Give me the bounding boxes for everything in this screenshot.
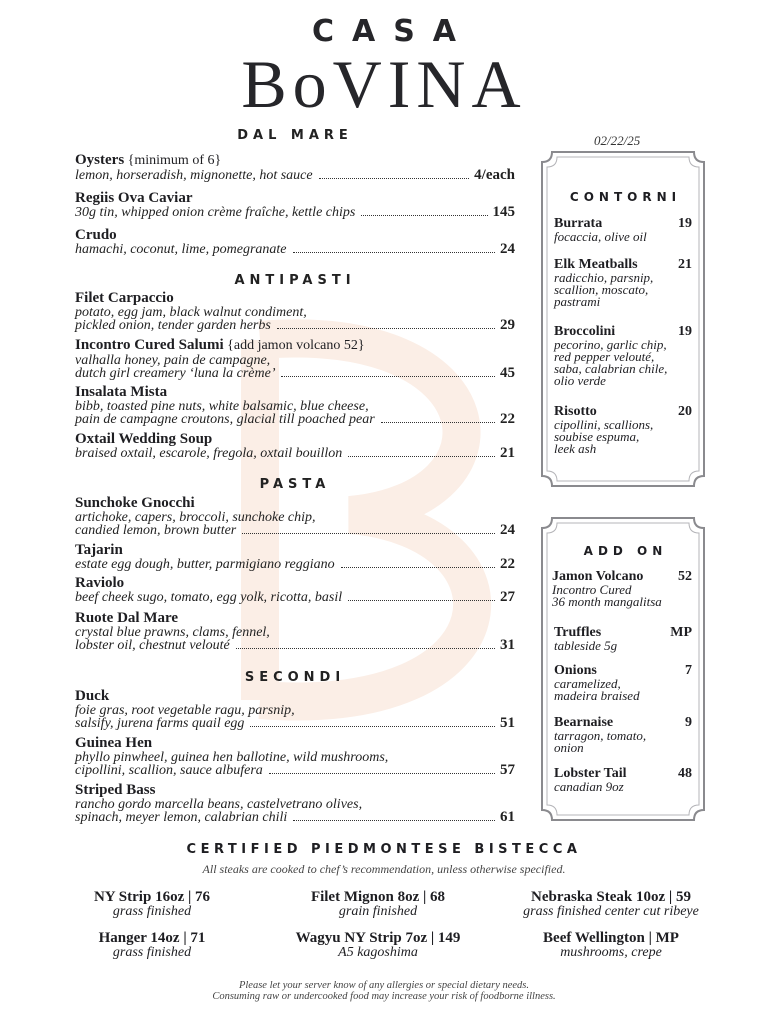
addon-name: Lobster Tail [554,766,627,781]
contorni-title: CONTORNI [569,190,682,204]
item-desc: pain de campagne croutons, glacial till poached pear [75,412,375,427]
side-name: Risotto [554,404,597,419]
addon-item [554,766,692,793]
menu-item [75,290,515,333]
side-desc: focaccia, olive oil [554,229,647,244]
item-price: 29 [500,317,515,333]
addon-desc: Incontro Cured [552,582,632,597]
steak-desc: grass finished [112,904,192,919]
item-note: {add jamon volcano 52} [223,338,365,353]
item-price: 57 [500,762,515,778]
steak-name: NY Strip 16oz | 76 [93,889,211,905]
steak-name: Wagyu NY Strip 7oz | 149 [295,930,461,946]
menu-item [75,190,515,220]
side-price: 19 [678,324,692,339]
item-name: Insalata Mista [75,384,168,400]
steak-item [37,930,267,960]
side-desc: olio verde [554,373,606,388]
side-price: 20 [678,404,692,419]
steak-name: Nebraska Steak 10oz | 59 [531,889,691,905]
item-desc: lemon, horseradish, mignonette, hot sauce [75,168,313,183]
item-desc: phyllo pinwheel, guinea hen ballotine, wild mushrooms, [75,750,389,765]
item-desc: beef cheek sugo, tomato, egg yolk, ricotta, basil [75,590,343,605]
steak-item [263,930,493,960]
item-price: 145 [492,204,515,220]
item-price: 27 [500,589,515,605]
item-desc: crystal blue prawns, clams, fennel, [75,625,270,640]
addon-name: Onions [554,663,597,678]
addon-price: 9 [685,715,692,730]
steak-name: Filet Mignon 8oz | 68 [310,889,446,905]
side-price: 21 [678,257,692,272]
item-note: {minimum of 6} [124,153,222,168]
menu-item [75,495,515,538]
steak-desc: A5 kagoshima [338,945,418,960]
menu-item [75,610,515,653]
item-desc: foie gras, root vegetable ragu, parsnip, [75,703,295,718]
steak-desc: grass finished [112,945,192,960]
item-name: Ruote Dal Mare [75,610,179,626]
menu-item [75,575,515,605]
item-name: Incontro Cured Salumi [75,337,224,353]
footer-raw-food-warning: Consuming raw or undercooked food may increase your risk of foodborne illness. [212,991,556,1002]
steak-desc: mushrooms, crepe [560,945,662,960]
add-on-title: ADD ON [583,544,668,558]
addon-desc: 36 month mangalitsa [552,594,662,609]
item-name: Guinea Hen [75,735,153,751]
item-desc: rancho gordo marcella beans, castelvetrano olives, [75,797,363,812]
add-on-box [538,514,708,824]
addon-name: Truffles [554,625,602,640]
side-desc: radicchio, parsnip, [554,270,654,285]
item-name: Striped Bass [75,782,156,798]
logo-main-text: BoVINA [241,46,527,122]
menu-item [75,337,515,381]
section-title-antipasti: ANTIPASTI [234,273,356,288]
addon-item [552,569,692,608]
item-price: 21 [500,445,515,461]
item-price: 51 [500,715,515,731]
item-desc: 30g tin, whipped onion crème fraîche, kettle chips [75,205,356,220]
addon-price: 52 [678,569,692,584]
item-desc: pickled onion, tender garden herbs [75,318,271,333]
addon-desc: madeira braised [554,688,640,703]
item-desc: estate egg dough, butter, parmigiano reggiano [75,557,335,572]
bistecca-note: All steaks are cooked to chef’s recommendation, unless otherwise specified. [202,862,566,876]
item-desc: lobster oil, chestnut velouté [75,638,230,653]
menu-item [75,431,515,461]
side-desc: pastrami [554,294,601,309]
side-desc: pecorino, garlic chip, [554,337,667,352]
footer-allergy-note: Please let your server know of any allergies or special dietary needs. [238,980,530,991]
item-desc: salsify, jurena farms quail egg [75,716,245,731]
item-price: 22 [500,411,515,427]
item-desc: cipollini, scallion, sauce albufera [75,763,263,778]
steak-desc: grain finished [338,904,418,919]
steak-name: Hanger 14oz | 71 [98,930,206,946]
item-desc: dutch girl creamery ‘luna la crème’ [75,366,276,381]
item-name: Oysters [75,152,125,168]
item-price: 4/each [474,167,515,183]
menu-item [75,542,515,572]
side-price: 19 [678,216,692,231]
steak-desc: grass finished center cut ribeye [523,904,699,919]
item-price: 24 [500,241,515,257]
item-name: Regiis Ova Caviar [75,190,193,206]
item-name: Sunchoke Gnocchi [75,495,195,511]
side-name: Broccolini [554,324,616,339]
section-title-pasta: PASTA [259,477,331,492]
side-item [554,404,692,455]
addon-price: MP [670,625,692,640]
side-desc: saba, calabrian chile, [554,361,668,376]
section-title-secondi: SECONDI [244,670,346,685]
item-desc: spinach, meyer lemon, calabrian chili [75,810,288,825]
item-name: Tajarin [75,542,123,558]
menu-item [75,735,515,778]
steak-item [37,889,267,919]
item-price: 61 [500,809,515,825]
item-desc: valhalla honey, pain de campagne, [75,353,271,368]
item-desc: braised oxtail, escarole, fregola, oxtail bouillon [75,446,343,461]
menu-item [75,782,515,825]
addon-desc: canadian 9oz [554,779,624,794]
item-price: 31 [500,637,515,653]
side-item [554,324,692,387]
side-desc: scallion, moscato, [554,282,649,297]
item-name: Crudo [75,227,117,243]
addon-item [554,663,692,702]
item-price: 24 [500,522,515,538]
section-title-dal-mare: DAL MARE [237,128,353,143]
side-desc: leek ash [554,441,597,456]
item-desc: potato, egg jam, black walnut condiment, [75,305,307,320]
steak-item [496,889,726,919]
bistecca-title: CERTIFIED PIEDMONTESE BISTECCA [186,842,582,857]
side-item [554,216,692,243]
side-name: Elk Meatballs [554,257,638,272]
item-name: Oxtail Wedding Soup [75,431,213,447]
contorni-box [538,148,708,490]
item-name: Duck [75,688,110,704]
item-name: Filet Carpaccio [75,290,174,306]
logo-top-text: CASA [311,14,475,49]
side-desc: soubise espuma, [554,429,640,444]
menu-item [75,152,515,183]
menu-item [75,688,515,731]
addon-name: Bearnaise [554,715,614,730]
side-name: Burrata [554,216,603,231]
menu-date: 02/22/25 [594,133,641,148]
addon-item [554,625,692,652]
addon-item [554,715,692,754]
item-price: 45 [500,365,515,381]
side-desc: red pepper velouté, [554,349,655,364]
item-desc: candied lemon, brown butter [75,523,237,538]
item-desc: hamachi, coconut, lime, pomegranate [75,242,287,257]
footer-note [0,980,768,1002]
steak-item [263,889,493,919]
addon-desc: tarragon, tomato, [554,728,647,743]
menu-item [75,227,515,257]
addon-desc: onion [554,740,584,755]
item-desc: artichoke, capers, broccoli, sunchoke chip, [75,510,316,525]
addon-price: 7 [685,663,692,678]
menu-item [75,384,515,427]
addon-desc: caramelized, [554,676,621,691]
addon-name: Jamon Volcano [552,569,644,584]
steak-name: Beef Wellington | MP [543,930,679,946]
item-name: Raviolo [75,575,125,591]
side-item [554,257,692,308]
side-desc: cipollini, scallions, [554,417,654,432]
item-price: 22 [500,556,515,572]
addon-price: 48 [678,766,692,781]
item-desc: bibb, toasted pine nuts, white balsamic, blue cheese, [75,399,369,414]
addon-desc: tableside 5g [554,638,618,653]
steak-item [496,930,726,960]
